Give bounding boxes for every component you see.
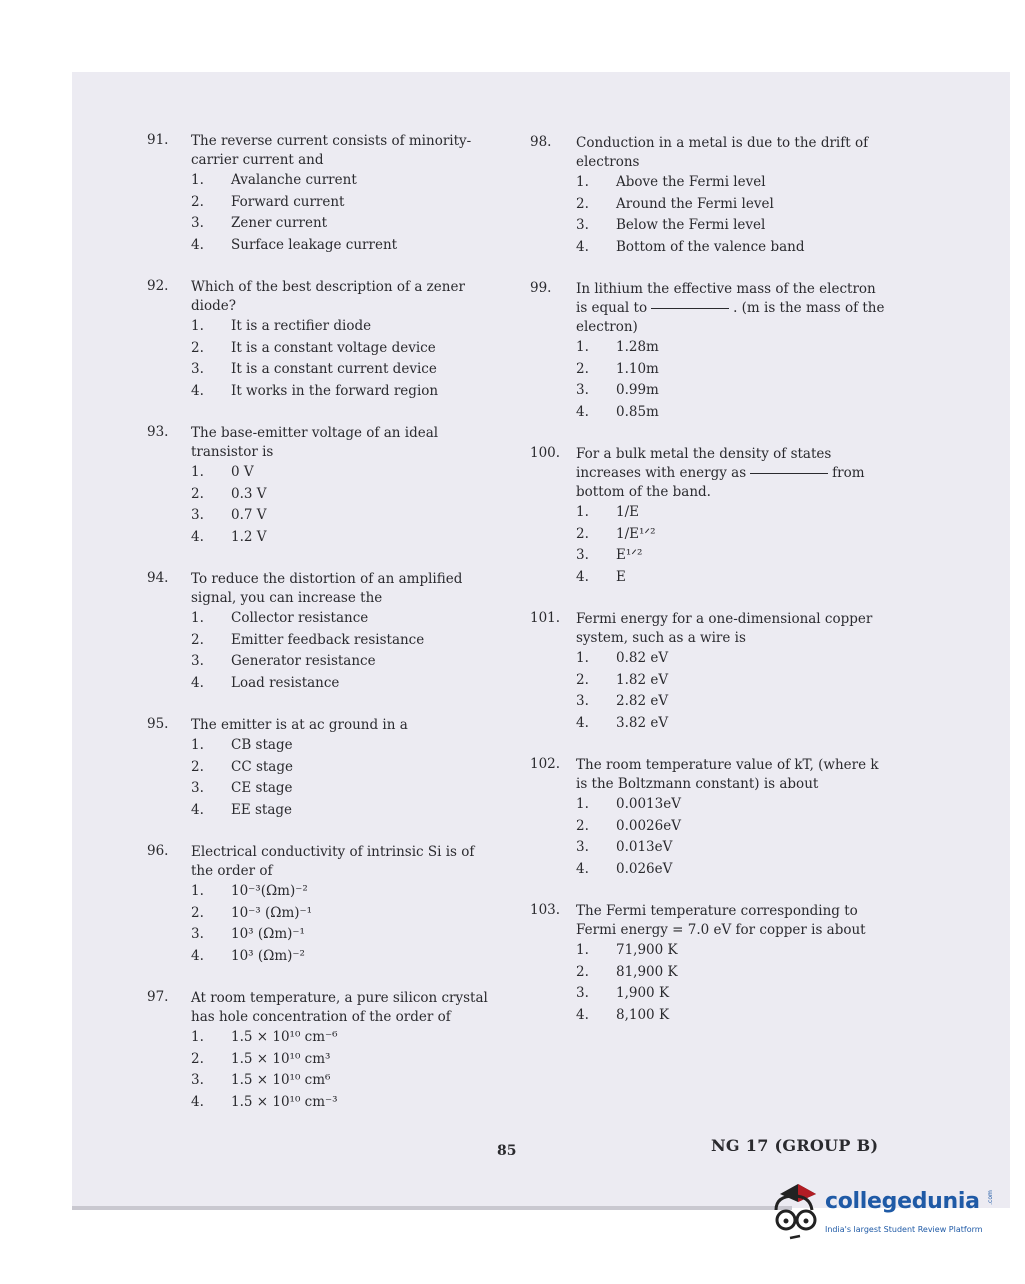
option-number: 4. (191, 382, 204, 399)
question-number: 91. (147, 132, 169, 148)
question-text: At room temperature, a pure silicon crystal has hole concentration of the order of (191, 990, 488, 1025)
option (191, 651, 497, 673)
option (191, 316, 497, 338)
option-number: 1. (191, 737, 204, 753)
question-94 (147, 570, 497, 694)
question-number: 97. (147, 989, 169, 1005)
question-98 (530, 134, 886, 258)
option (576, 237, 886, 259)
option-number: 2. (576, 195, 589, 212)
collegedunia-logo[interactable] (768, 1176, 998, 1250)
question-number: 99. (530, 280, 552, 296)
option-number: 3. (191, 1072, 204, 1088)
question-text (576, 280, 886, 337)
option-number: 2. (576, 671, 589, 688)
option-number: 1. (191, 1029, 204, 1045)
question-102 (530, 756, 886, 880)
option (191, 903, 497, 925)
option-text: 1/E¹ᐟ² (616, 525, 656, 542)
page-edge-divider (72, 1206, 792, 1210)
option-text: 0.0013eV (616, 796, 681, 812)
option-text: It works in the forward region (231, 382, 439, 399)
question-text: The emitter is at ac ground in a (191, 717, 408, 733)
option-number: 1. (191, 318, 204, 334)
option (191, 1027, 497, 1049)
question-text-part: from bottom of the band. (576, 465, 865, 500)
option-text: 71,900 K (616, 942, 678, 958)
question-number: 92. (147, 278, 169, 294)
option-text: Generator resistance (231, 653, 376, 669)
option-text: It is a rectifier diode (231, 318, 372, 334)
option-number: 4. (191, 947, 204, 964)
option (191, 778, 497, 800)
option (191, 946, 497, 968)
option-text: 0.0026eV (616, 817, 681, 834)
option-number: 4. (191, 528, 204, 545)
question-101 (530, 610, 886, 734)
question-number: 101. (530, 610, 561, 626)
option-number: 4. (576, 1006, 589, 1023)
option-number: 4. (576, 238, 589, 255)
question-number: 103. (530, 902, 561, 918)
option (576, 215, 886, 237)
option-number: 1. (576, 650, 589, 666)
question-text-part: . (m is the mass of the electron) (576, 300, 885, 335)
left-question-column (147, 132, 497, 1113)
option-text: Forward current (231, 193, 345, 210)
option-number: 3. (191, 361, 204, 377)
option-number: 1. (191, 883, 204, 899)
option-number: 3. (576, 382, 589, 398)
question-number: 94. (147, 570, 169, 586)
right-question-column (530, 134, 886, 1026)
option-number: 3. (191, 215, 204, 231)
option-number: 4. (576, 403, 589, 420)
option-number: 1. (576, 796, 589, 812)
option (576, 402, 886, 424)
option (576, 670, 886, 692)
option-text: 10³ (Ωm)⁻¹ (231, 926, 305, 942)
question-text: To reduce the distortion of an amplified signal, you can increase the (191, 571, 463, 606)
option-number: 4. (191, 236, 204, 253)
option-number: 4. (191, 1093, 204, 1110)
question-number: 102. (530, 756, 561, 772)
option (576, 172, 886, 194)
option-text: 1.5 × 10¹⁰ cm³ (231, 1050, 331, 1067)
option-text: Below the Fermi level (616, 217, 766, 233)
option-number: 3. (576, 547, 589, 563)
option (576, 545, 886, 567)
question-96 (147, 843, 497, 967)
option (576, 962, 886, 984)
option-text: CE stage (231, 780, 293, 796)
question-text: Which of the best description of a zener diode? (191, 279, 465, 314)
question-text: The room temperature value of kT, (where k is the Boltzmann constant) is about (576, 757, 879, 792)
option-number: 2. (576, 360, 589, 377)
option-text: Bottom of the valence band (616, 238, 805, 255)
option-number: 1. (576, 942, 589, 958)
option-number: 4. (576, 568, 589, 585)
option-text: It is a constant voltage device (231, 339, 436, 356)
question-92 (147, 278, 497, 402)
option-number: 4. (576, 714, 589, 731)
option (576, 648, 886, 670)
option-number: 3. (191, 653, 204, 669)
option (576, 359, 886, 381)
question-97 (147, 989, 497, 1113)
question-text-part: In lithium the effective mass of the electron is equal to (576, 281, 876, 316)
option-text: Collector resistance (231, 610, 369, 626)
question-number: 95. (147, 716, 169, 732)
option-text: 0.026eV (616, 860, 673, 877)
option-text: 1.5 × 10¹⁰ cm⁻⁶ (231, 1029, 338, 1045)
paper-code: NG 17 (GROUP B) (711, 1136, 879, 1155)
option-text: 0.3 V (231, 485, 267, 502)
option (576, 713, 886, 735)
option (191, 800, 497, 822)
option-number: 4. (191, 801, 204, 818)
option-number: 2. (191, 758, 204, 775)
option-number: 1. (191, 464, 204, 480)
question-91 (147, 132, 497, 256)
option (191, 527, 497, 549)
option (576, 380, 886, 402)
answer-blank (651, 308, 729, 309)
option-number: 3. (576, 839, 589, 855)
option (191, 213, 497, 235)
option-number: 2. (576, 525, 589, 542)
option (191, 1049, 497, 1071)
option-text: 0.013eV (616, 839, 673, 855)
option-number: 2. (191, 339, 204, 356)
question-100 (530, 445, 886, 588)
option-text: 10⁻³ (Ωm)⁻¹ (231, 904, 313, 921)
question-number: 100. (530, 445, 561, 461)
option-text: Around the Fermi level (616, 195, 774, 212)
option-number: 3. (191, 780, 204, 796)
option-text: EE stage (231, 801, 293, 818)
option (191, 924, 497, 946)
question-text: The reverse current consists of minority-carrier current and (191, 133, 472, 168)
option-text: 1.28m (616, 339, 659, 355)
option-text: Surface leakage current (231, 236, 398, 253)
option (191, 170, 497, 192)
option-number: 2. (576, 817, 589, 834)
option (576, 859, 886, 881)
option-number: 2. (576, 963, 589, 980)
option-number: 3. (576, 985, 589, 1001)
option (191, 359, 497, 381)
option-number: 1. (191, 172, 204, 188)
option-text: 0.99m (616, 382, 659, 398)
option-number: 4. (191, 674, 204, 691)
option (191, 381, 497, 403)
option (576, 837, 886, 859)
option-number: 3. (191, 507, 204, 523)
option-text: 3.82 eV (616, 714, 669, 731)
question-93 (147, 424, 497, 548)
option-text: CB stage (231, 737, 293, 753)
option-text: 1.5 × 10¹⁰ cm⁻³ (231, 1093, 338, 1110)
option-number: 1. (576, 174, 589, 190)
option-number: 3. (576, 693, 589, 709)
option (191, 235, 497, 257)
student-glasses-icon (768, 1180, 824, 1244)
option (576, 194, 886, 216)
option-text: 1.5 × 10¹⁰ cm⁶ (231, 1072, 331, 1088)
option (191, 505, 497, 527)
option-text: 0.85m (616, 403, 659, 420)
option-number: 2. (191, 1050, 204, 1067)
option-text: Avalanche current (231, 172, 357, 188)
option-text: 1.10m (616, 360, 659, 377)
option-number: 2. (191, 631, 204, 648)
option (191, 757, 497, 779)
question-text: Conduction in a metal is due to the drift of electrons (576, 135, 869, 170)
option-number: 1. (191, 610, 204, 626)
option-number: 1. (576, 339, 589, 355)
logo-wordmark: collegedunia (825, 1189, 980, 1214)
option-text: 2.82 eV (616, 693, 669, 709)
question-text: Electrical conductivity of intrinsic Si is of the order of (191, 844, 475, 879)
option-text: Above the Fermi level (616, 174, 766, 190)
question-text (576, 445, 886, 502)
option-text: It is a constant current device (231, 361, 437, 377)
option-text: 0 V (231, 464, 254, 480)
option (576, 524, 886, 546)
option (191, 1092, 497, 1114)
option (191, 608, 497, 630)
option-number: 3. (576, 217, 589, 233)
question-103 (530, 902, 886, 1026)
option (191, 1070, 497, 1092)
option-text: 81,900 K (616, 963, 678, 980)
option (576, 940, 886, 962)
option-number: 2. (191, 485, 204, 502)
option (576, 816, 886, 838)
option-text: 1,900 K (616, 985, 670, 1001)
option (576, 794, 886, 816)
question-99 (530, 280, 886, 423)
option-text: 10³ (Ωm)⁻² (231, 947, 305, 964)
logo-tagline: India's largest Student Review Platform (825, 1225, 983, 1234)
option (191, 484, 497, 506)
question-text: Fermi energy for a one-dimensional copper system, such as a wire is (576, 611, 873, 646)
question-number: 98. (530, 134, 552, 150)
question-text: The Fermi temperature corresponding to Fermi energy = 7.0 eV for copper is about (576, 903, 866, 938)
option-text: 1.82 eV (616, 671, 669, 688)
option (576, 502, 886, 524)
option (191, 630, 497, 652)
logo-domain: .com (986, 1190, 994, 1205)
option (191, 881, 497, 903)
question-95 (147, 716, 497, 821)
option-text: 0.82 eV (616, 650, 669, 666)
option-text: 10⁻³(Ωm)⁻² (231, 883, 308, 899)
option-number: 2. (191, 904, 204, 921)
option-number: 4. (576, 860, 589, 877)
option-text: Load resistance (231, 674, 340, 691)
option-text: Zener current (231, 215, 328, 231)
option-number: 2. (191, 193, 204, 210)
option (191, 673, 497, 695)
option-text: E¹ᐟ² (616, 547, 643, 563)
option-text: CC stage (231, 758, 293, 775)
option-text: 1/E (616, 504, 639, 520)
option (191, 338, 497, 360)
option (576, 1005, 886, 1027)
answer-blank (750, 473, 828, 474)
option-text: 8,100 K (616, 1006, 670, 1023)
question-number: 93. (147, 424, 169, 440)
option-text: 0.7 V (231, 507, 267, 523)
page-number: 85 (497, 1143, 517, 1159)
question-number: 96. (147, 843, 169, 859)
option (191, 462, 497, 484)
option-number: 3. (191, 926, 204, 942)
question-text: The base-emitter voltage of an ideal transistor is (191, 425, 439, 460)
option-text: Emitter feedback resistance (231, 631, 425, 648)
option (191, 735, 497, 757)
option (576, 567, 886, 589)
option (576, 691, 886, 713)
option-text: 1.2 V (231, 528, 267, 545)
question-text-part: For a bulk metal the density of states increases with energy as (576, 446, 832, 481)
option (576, 337, 886, 359)
option (576, 983, 886, 1005)
option-text: E (616, 568, 626, 585)
option-number: 1. (576, 504, 589, 520)
option (191, 192, 497, 214)
